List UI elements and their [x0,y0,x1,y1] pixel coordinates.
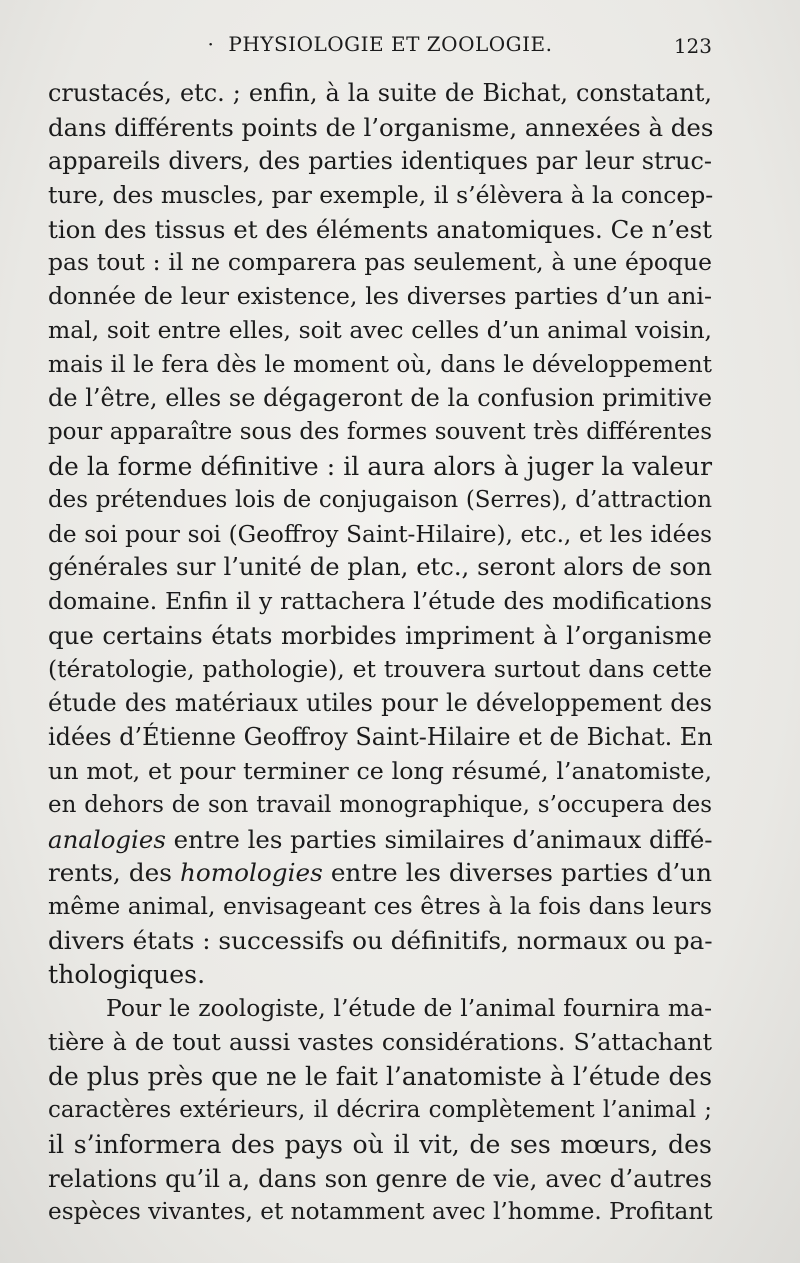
text-line: il s’informera des pays où il vit, de ses mœurs, des [48,1129,712,1159]
running-title: · PHYSIOLOGIE ET ZOOLOGIE. [207,32,553,56]
text-line: thologiques. [48,960,206,990]
text-line: espèces vivantes, et notamment avec l’homme. Profitant [48,1198,713,1226]
text-line: Pour le zoologiste, l’étude de l’animal fournira ma- [106,994,712,1023]
italic-term: homologies [179,858,323,888]
text-line: ture, des muscles, par exemple, il s’élèvera à la concep- [48,180,714,209]
text-line: tière à de tout aussi vastes considérations. S’attachant [48,1027,712,1056]
text-line: que certains états morbides impriment à l’organisme [48,621,712,651]
text-line: relations qu’il a, dans son genre de vie, avec d’autres [48,1163,712,1193]
text-line: domaine. Enfin il y rattachera l’étude des modifications [48,587,712,616]
text-line: en dehors de son travail monographique, s’occupera des [48,791,712,818]
text-line: de l’être, elles se dégageront de la confusion primitive [48,384,712,413]
text-run: rents, des [48,858,180,888]
text-run: entre les parties similaires d’animaux diffé- [165,824,713,854]
page-number: 123 [673,34,712,58]
text-line: tion des tissus et des éléments anatomiques. Ce n’est [48,214,712,244]
text-line: pas tout : il ne comparera pas seulement, à une époque [48,248,712,277]
text-line: de soi pour soi (Geoffroy Saint-Hilaire), etc., et les idées [48,520,712,548]
text-line: pour apparaître sous des formes souvent très différentes [48,418,712,445]
text-line: dans différents points de l’organisme, annexées à des [48,112,714,142]
running-title-text: PHYSIOLOGIE ET ZOOLOGIE. [228,32,553,56]
text-line [48,856,712,890]
text-line: générales sur l’unité de plan, etc., seront alors de son [48,553,712,582]
text-line: idées d’Étienne Geoffroy Saint-Hilaire et de Bichat. En [48,722,713,751]
page-header [48,32,712,66]
text-line: mal, soit entre elles, soit avec celles d’un animal voisin, [48,316,712,345]
text-line: (tératologie, pathologie), et trouvera surtout dans cette [48,655,712,684]
text-line: appareils divers, des parties identiques par leur struc- [48,146,712,175]
text-line: caractères extérieurs, il décrira complètement l’animal ; [48,1096,712,1123]
text-line: donnée de leur existence, les diverses parties d’un ani- [48,282,712,311]
text-run: entre les diverses parties d’un [322,858,712,888]
text-line: même animal, envisageant ces êtres à la fois dans leurs [48,892,712,921]
text-line: des prétendues lois de conjugaison (Serres), d’attraction [48,486,712,513]
text-line: de plus près que ne le fait l’anatomiste à l’étude des [48,1061,712,1091]
text-line: de la forme définitive : il aura alors à juger la valeur [48,451,712,481]
text-line [48,823,712,857]
text-line: étude des matériaux utiles pour le développement des [48,689,712,718]
text-line: un mot, et pour terminer ce long résumé, l’anatomiste, [48,756,712,785]
text-line: crustacés, etc. ; enfin, à la suite de Bichat, constatant, [48,79,712,107]
italic-term: analogies [48,824,166,854]
text-line: mais il le fera dès le moment où, dans le développement [48,351,712,379]
body-text [48,77,712,1229]
text-line: divers états : successifs ou définitifs, normaux ou pa- [48,926,713,956]
